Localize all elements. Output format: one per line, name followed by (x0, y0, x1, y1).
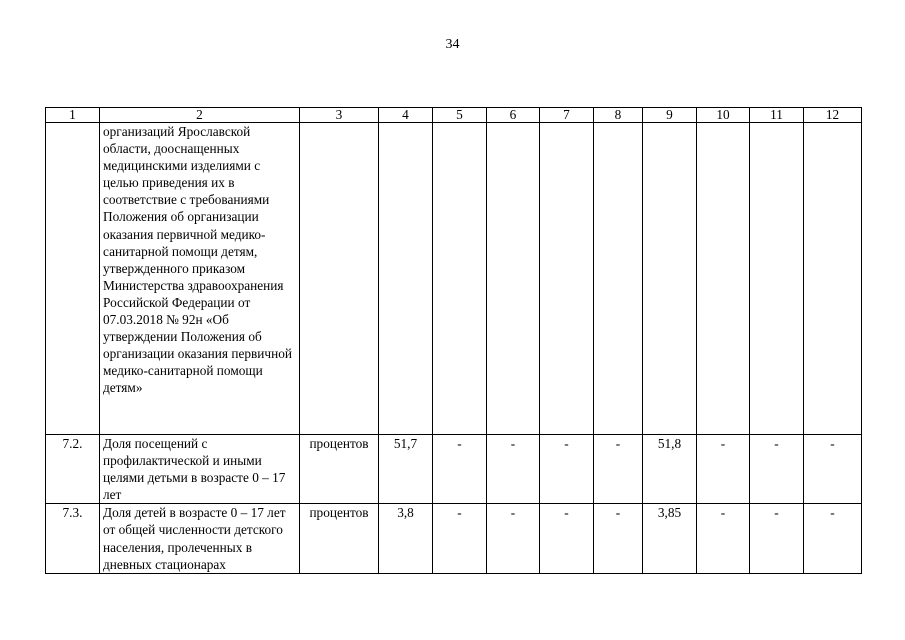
value-cell: - (804, 435, 862, 504)
header-cell: 3 (300, 108, 379, 123)
value-cell: 3,8 (379, 504, 433, 573)
indicator-description-cell: Доля детей в возрасте 0 – 17 лет от общей численности детского населения, пролеченных в дневных стационарах (100, 504, 300, 573)
indicator-description-cell: организаций Ярославской области, дооснащенных медицинскими изделиями с целью приведения их в соответствие с требованиями Положения об организации оказания первичной медико-санитарной помощи детям, утвержденного приказом Министерства здравоохранения Российской Федерации от 07.03.2018 № 92н «Об утверждении Положения об организации оказания первичной медико-санитарной помощи детям» (100, 123, 300, 435)
value-cell: 51,7 (379, 435, 433, 504)
value-cell: - (433, 504, 487, 573)
value-cell: - (594, 435, 643, 504)
page-number: 34 (445, 37, 460, 52)
row-number-cell: 7.3. (46, 504, 100, 573)
value-cell (697, 123, 750, 435)
unit-cell: процентов (300, 504, 379, 573)
header-cell: 7 (540, 108, 594, 123)
table-row (46, 435, 862, 504)
header-cell: 6 (487, 108, 540, 123)
value-cell (594, 123, 643, 435)
value-cell: - (487, 435, 540, 504)
value-cell: 3,85 (643, 504, 697, 573)
value-cell (487, 123, 540, 435)
table-row (46, 123, 862, 435)
value-cell: 51,8 (643, 435, 697, 504)
value-cell (540, 123, 594, 435)
value-cell: - (697, 435, 750, 504)
value-cell (379, 123, 433, 435)
row-number-cell (46, 123, 100, 435)
header-cell: 8 (594, 108, 643, 123)
value-cell: - (540, 504, 594, 573)
table-header-row (46, 108, 862, 123)
header-cell: 10 (697, 108, 750, 123)
header-cell: 4 (379, 108, 433, 123)
value-cell: - (540, 435, 594, 504)
table-row (46, 504, 862, 573)
value-cell (750, 123, 804, 435)
header-cell: 12 (804, 108, 862, 123)
header-cell: 9 (643, 108, 697, 123)
value-cell: - (433, 435, 487, 504)
unit-cell: процентов (300, 435, 379, 504)
row-number-cell: 7.2. (46, 435, 100, 504)
value-cell (804, 123, 862, 435)
value-cell: - (487, 504, 540, 573)
value-cell (643, 123, 697, 435)
value-cell: - (804, 504, 862, 573)
value-cell: - (750, 435, 804, 504)
header-cell: 5 (433, 108, 487, 123)
value-cell: - (594, 504, 643, 573)
header-cell: 11 (750, 108, 804, 123)
indicator-description-cell: Доля посещений с профилактической и иными целями детьми в возрасте 0 – 17 лет (100, 435, 300, 504)
value-cell (433, 123, 487, 435)
value-cell: - (697, 504, 750, 573)
header-cell: 2 (100, 108, 300, 123)
indicators-table (45, 107, 862, 574)
header-cell: 1 (46, 108, 100, 123)
value-cell: - (750, 504, 804, 573)
unit-cell (300, 123, 379, 435)
